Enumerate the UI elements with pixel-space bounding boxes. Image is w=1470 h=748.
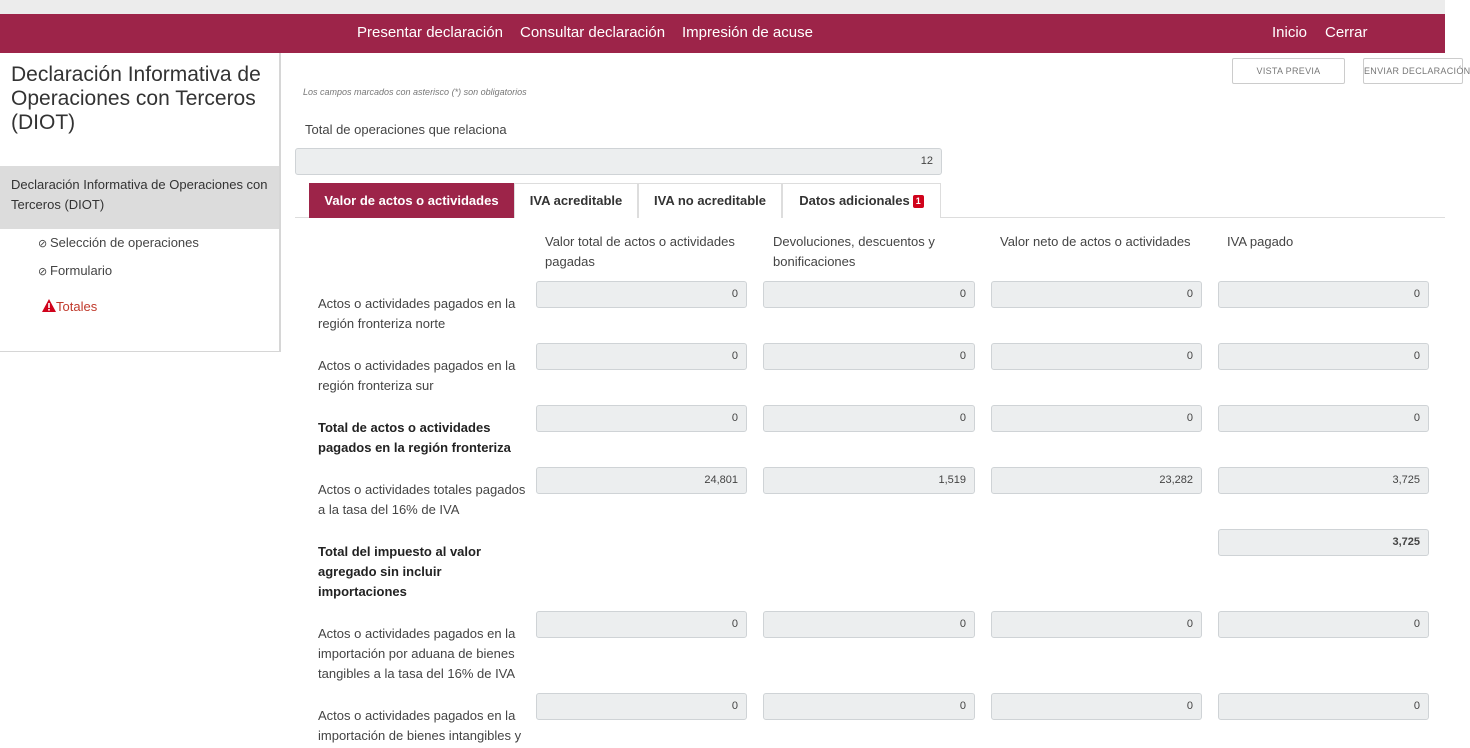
sidebar-link-seleccion[interactable] [38,235,199,250]
required-fields-note: Los campos marcados con asterisco (*) son obligatorios [303,87,527,97]
table-cell-input[interactable]: 0 [536,405,747,432]
nav-impresion-acuse[interactable]: Impresión de acuse [682,24,813,41]
table-cell-input[interactable]: 0 [763,693,975,720]
tab-datos-adicionales[interactable] [782,183,941,218]
browser-top-strip [0,0,1445,14]
tab-label: Datos adicionales [799,193,910,208]
row-label-importacion-tangibles: Actos o actividades pagados en la importación por aduana de bienes tangibles a la tasa del 16% de IVA [318,626,516,681]
row-label-total-fronteriza: Total de actos o actividades pagados en la región fronteriza [318,420,511,455]
nav-consultar-declaracion[interactable]: Consultar declaración [520,24,666,41]
table-cell-input[interactable]: 0 [763,281,975,308]
table-cell-input[interactable]: 0 [1218,281,1429,308]
nav-inicio[interactable]: Inicio [1272,24,1308,41]
table-cell-input[interactable]: 24,801 [536,467,747,494]
check-circle-icon: ⊘ [38,238,48,250]
table-cell-input[interactable]: 0 [991,281,1202,308]
sidebar-link-formulario[interactable] [38,263,112,278]
send-declaration-button[interactable]: ENVIAR DECLARACIÓN [1363,58,1463,84]
sidebar-link-label: Formulario [50,263,113,278]
table-cell-input[interactable]: 0 [536,693,747,720]
table-cell-input[interactable]: 0 [991,693,1202,720]
table-cell-input[interactable]: 23,282 [991,467,1202,494]
table-cell-input[interactable]: 0 [991,343,1202,370]
preview-button[interactable]: VISTA PREVIA [1232,58,1345,84]
warning-icon [42,299,56,312]
column-header-iva-pagado: IVA pagado [1227,234,1294,249]
sidebar-link-totales[interactable] [42,298,97,314]
sidebar [0,53,281,352]
table-cell-input[interactable]: 0 [536,611,747,638]
sidebar-link-label: Selección de operaciones [50,235,199,250]
table-cell-input[interactable]: 0 [1218,343,1429,370]
row-label-tasa-16: Actos o actividades totales pagados a la tasa del 16% de IVA [318,482,526,517]
table-cell-input[interactable]: 3,725 [1218,529,1429,556]
column-header-valor-neto: Valor neto de actos o actividades [1000,234,1191,249]
table-cell-input[interactable]: 0 [1218,693,1429,720]
table-cell-input[interactable]: 0 [763,611,975,638]
table-cell-input[interactable]: 0 [991,405,1202,432]
column-header-devoluciones: Devoluciones, descuentos y bonificaciones [773,234,935,269]
row-label-fronteriza-sur: Actos o actividades pagados en la región fronteriza sur [318,358,516,393]
nav-presentar-declaracion[interactable]: Presentar declaración [357,24,503,41]
table-cell-input[interactable]: 0 [1218,611,1429,638]
table-cell-input[interactable]: 0 [536,281,747,308]
sidebar-link-label: Totales [56,299,98,314]
table-cell-input[interactable]: 0 [1218,405,1429,432]
total-operations-label: Total de operaciones que relaciona [305,122,507,137]
table-cell-input[interactable]: 0 [536,343,747,370]
total-operations-field[interactable]: 12 [295,148,942,175]
top-navbar [0,14,1445,53]
tab-valor-actos[interactable]: Valor de actos o actividades [309,183,514,218]
row-label-fronteriza-norte: Actos o actividades pagados en la región fronteriza norte [318,296,516,331]
row-label-importacion-intangibles: Actos o actividades pagados en la importación de bienes intangibles y [318,708,522,743]
table-cell-input[interactable]: 3,725 [1218,467,1429,494]
table-cell-input[interactable]: 0 [763,405,975,432]
table-cell-input[interactable]: 0 [763,343,975,370]
tab-iva-no-acreditable[interactable]: IVA no acreditable [638,183,782,218]
sidebar-item-diot[interactable]: Declaración Informativa de Operaciones con Terceros (DIOT) [0,166,279,229]
table-cell-input[interactable]: 0 [991,611,1202,638]
column-header-valor-total: Valor total de actos o actividades pagadas [545,234,735,269]
table-cell-input[interactable]: 1,519 [763,467,975,494]
row-label-total-iva-sin-importaciones: Total del impuesto al valor agregado sin incluir importaciones [318,544,482,599]
sidebar-title: Declaración Informativa de Operaciones con Terceros (DIOT) [11,63,261,134]
nav-cerrar[interactable]: Cerrar [1325,24,1368,41]
alert-count-badge: 1 [913,195,924,208]
check-circle-icon: ⊘ [38,266,48,278]
tab-iva-acreditable[interactable]: IVA acreditable [514,183,638,218]
